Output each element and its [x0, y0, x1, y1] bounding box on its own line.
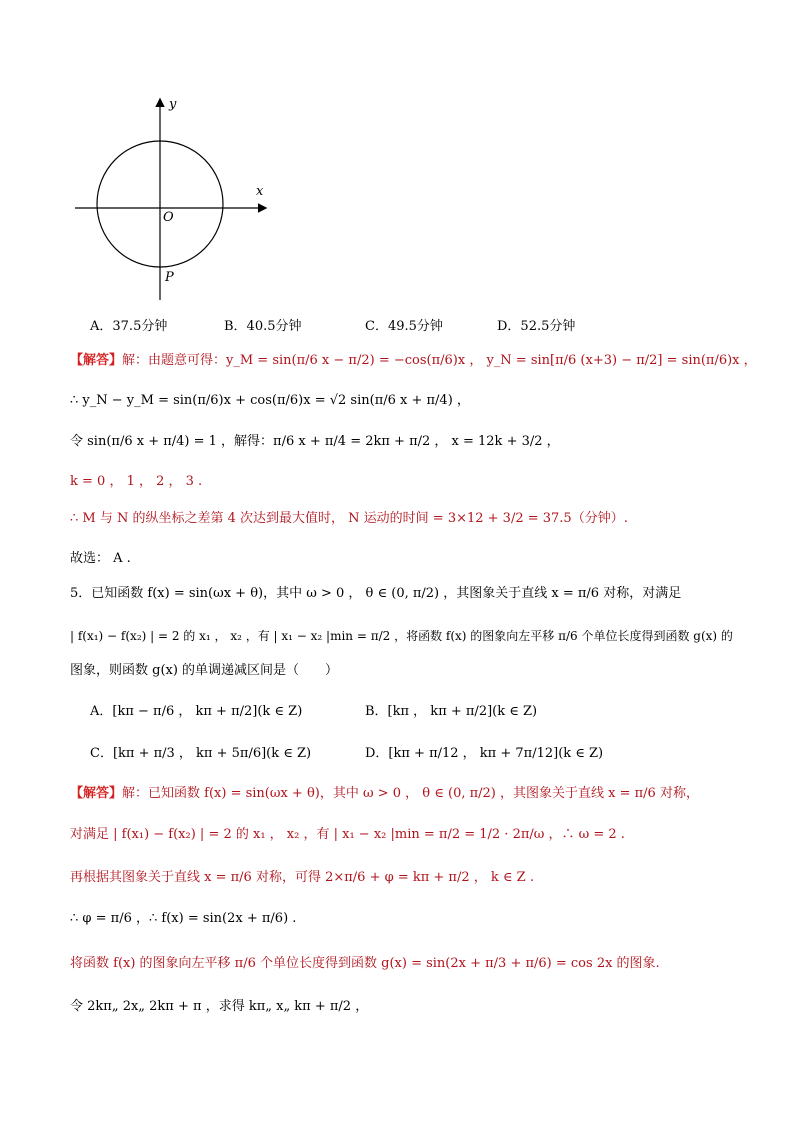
point-p-label: P	[165, 270, 174, 285]
q4-solution-line-5: ∴ M 与 N 的纵坐标之差第 4 次达到最大值时， N 运动的时间 = 3×12 + 3/2 = 37.5（分钟）.	[70, 511, 628, 526]
q4-solution-line-2: ∴ y_N − y_M = sin(π/6)x + cos(π/6)x = √2 sin(π/6 x + π/4) ，	[70, 393, 470, 408]
origin-label: O	[163, 210, 174, 225]
q5-option-a: A．[kπ − π/6 ， kπ + π/2](k ∈ Z)	[90, 704, 303, 719]
q5-solution-line-1: 【解答】解：已知函数 f(x) = sin(ωx + θ)，其中 ω > 0 ， θ ∈ (0, π/2) ，其图象关于直线 x = π/6 对称，	[70, 786, 699, 801]
q4-solution-line-4: k = 0 ， 1 ， 2 ， 3 .	[70, 474, 203, 489]
q4-solution-line-1: 【解答】解：由题意可得：y_M = sin(π/6 x − π/2) = −cos(π/6)x ， y_N = sin[π/6 (x+3) − π/2] = sin(π/6)x ，	[70, 353, 757, 368]
q5-solution-line-3: 再根据其图象关于直线 x = π/6 对称，可得 2×π/6 + φ = kπ + π/2 ， k ∈ Z .	[70, 870, 534, 885]
q4-answer-tag: 【解答】	[70, 353, 123, 368]
q5-option-d: D．[kπ + π/12 ， kπ + 7π/12](k ∈ Z)	[365, 746, 604, 761]
q5-option-c: C．[kπ + π/3 ， kπ + 5π/6](k ∈ Z)	[90, 746, 312, 761]
q5-option-b: B．[kπ ， kπ + π/2](k ∈ Z)	[365, 704, 538, 719]
q4-solution-line-3: 令 sin(π/6 x + π/4) = 1 ，解得：π/6 x + π/4 = 2kπ + π/2 ， x = 12k + 3/2 ，	[70, 434, 560, 449]
q5-solution-line-2: 对满足 | f(x₁) − f(x₂) | = 2 的 x₁ ， x₂ ，有 | x₁ − x₂ |min = π/2 = 1/2 · 2π/ω ，∴ ω = 2 .	[70, 827, 625, 842]
q5-solution-line-6: 令 2kπ„ 2x„ 2kπ + π ，求得 kπ„ x„ kπ + π/2 ，	[70, 999, 369, 1014]
q4-option-c: C．49.5分钟	[365, 319, 443, 334]
q5-answer-tag: 【解答】	[70, 786, 123, 801]
q4-option-b: B．40.5分钟	[224, 319, 302, 334]
unit-circle-figure	[70, 95, 280, 305]
q4-option-a: A．37.5分钟	[90, 319, 168, 334]
q5-solution-line-4: ∴ φ = π/6 ，∴ f(x) = sin(2x + π/6) .	[70, 911, 297, 926]
y-axis-label: y	[169, 97, 177, 112]
q5-solution-line-5: 将函数 f(x) 的图象向左平移 π/6 个单位长度得到函数 g(x) = sin(2x + π/3 + π/6) = cos 2x 的图象.	[70, 956, 660, 971]
x-axis-label: x	[256, 184, 264, 199]
q4-option-d: D．52.5分钟	[497, 319, 576, 334]
q5-question-line-1: 5．已知函数 f(x) = sin(ωx + θ)，其中 ω > 0 ， θ ∈ (0, π/2) ，其图象关于直线 x = π/6 对称，对满足	[70, 586, 682, 601]
q5-question-line-2: | f(x₁) − f(x₂) | = 2 的 x₁ ， x₂ ，有 | x₁ − x₂ |min = π/2 ，将函数 f(x) 的图象向左平移 π/6 个单位长度得到函数 g(x) 的	[70, 629, 733, 643]
q5-question-line-3: 图象，则函数 g(x) 的单调递减区间是（ ）	[70, 663, 339, 678]
q4-solution-line-6: 故选： A .	[70, 551, 131, 566]
